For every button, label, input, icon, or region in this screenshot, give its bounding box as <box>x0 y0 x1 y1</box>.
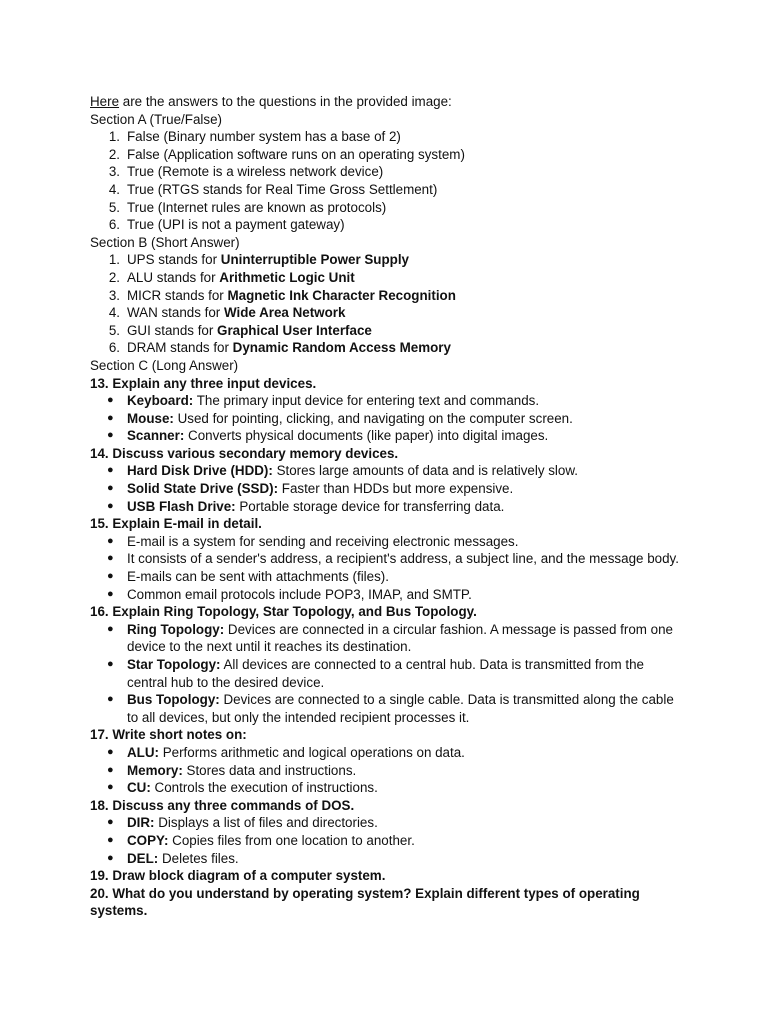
document-page <box>90 93 680 920</box>
bullet-icon: ● <box>107 693 114 706</box>
bullet-icon: ● <box>107 482 114 495</box>
section-a-list <box>90 128 680 234</box>
bullet-icon: ● <box>107 745 114 758</box>
bullet-icon: ● <box>107 429 114 442</box>
list-item: ● Ring Topology: Devices are connected in a circular fashion. A message is passed from one device to the next until it reaches its destination. <box>107 621 674 655</box>
list-item: 2. ALU stands for Arithmetic Logic Unit <box>108 269 355 285</box>
list-item: ● Bus Topology: Devices are connected to a single cable. Data is transmitted along the cable to all devices, but only the intended recipient processes it. <box>107 692 674 725</box>
list-item: ● DEL: Deletes files. <box>107 850 239 866</box>
list-item: ● DIR: Displays a list of files and directories. <box>107 815 378 831</box>
bullet-icon: ● <box>107 781 114 794</box>
list-item: ● Common email protocols include POP3, IMAP, and SMTP. <box>107 586 472 602</box>
bullet-icon: ● <box>107 394 114 407</box>
list-item: ● Memory: Stores data and instructions. <box>107 762 357 778</box>
bullet-icon: ● <box>107 552 114 565</box>
list-item: 1. UPS stands for Uninterruptible Power Supply <box>108 252 410 268</box>
list-item: 3. MICR stands for Magnetic Ink Character Recognition <box>108 287 456 303</box>
list-item: 1. False (Binary number system has a base of 2) <box>108 129 401 145</box>
question-16-list <box>90 621 680 727</box>
list-item: ● COPY: Copies files from one location to another. <box>107 832 415 848</box>
question-13-title: 13. Explain any three input devices. <box>90 375 317 391</box>
list-item: ● Scanner: Converts physical documents (like paper) into digital images. <box>107 428 549 444</box>
bullet-icon: ● <box>107 411 114 424</box>
list-item: 2. False (Application software runs on an operating system) <box>108 146 465 162</box>
bullet-icon: ● <box>107 464 114 477</box>
question-20-title: 20. What do you understand by operating system? Explain different types of operating systems. <box>90 885 640 919</box>
section-a-heading: Section A (True/False) <box>90 111 222 127</box>
section-b-list <box>90 251 680 357</box>
list-item: 5. True (Internet rules are known as protocols) <box>108 199 387 215</box>
list-item: ● Solid State Drive (SSD): Faster than HDDs but more expensive. <box>107 481 514 497</box>
intro-line: Here are the answers to the questions in the provided image: <box>90 94 452 109</box>
bullet-icon: ● <box>107 587 114 600</box>
bullet-icon: ● <box>107 534 114 547</box>
question-18-list <box>90 814 680 867</box>
bullet-icon: ● <box>107 622 114 635</box>
list-item: 4. True (RTGS stands for Real Time Gross Settlement) <box>108 181 438 197</box>
list-item: ● CU: Controls the execution of instructions. <box>107 780 378 796</box>
section-c-heading: Section C (Long Answer) <box>90 357 239 373</box>
question-14-title: 14. Discuss various secondary memory devices. <box>90 445 399 461</box>
question-18-title: 18. Discuss any three commands of DOS. <box>90 797 355 813</box>
question-19-title: 19. Draw block diagram of a computer system. <box>90 868 386 884</box>
list-item: 4. WAN stands for Wide Area Network <box>108 305 346 321</box>
list-item: ● It consists of a sender's address, a recipient's address, a subject line, and the message body. <box>107 551 679 567</box>
question-16-title: 16. Explain Ring Topology, Star Topology, and Bus Topology. <box>90 604 477 620</box>
list-item: ● ALU: Performs arithmetic and logical operations on data. <box>107 744 465 760</box>
question-14-list <box>90 462 680 515</box>
question-17-title: 17. Write short notes on: <box>90 727 247 743</box>
list-item: ● E-mail is a system for sending and receiving electronic messages. <box>107 533 519 549</box>
list-item: ● E-mails can be sent with attachments (files). <box>107 569 389 585</box>
question-13-list <box>90 392 680 445</box>
question-15-title: 15. Explain E-mail in detail. <box>90 516 262 532</box>
bullet-icon: ● <box>107 499 114 512</box>
bullet-icon: ● <box>107 816 114 829</box>
list-item: ● Mouse: Used for pointing, clicking, and navigating on the computer screen. <box>107 410 573 426</box>
bullet-icon: ● <box>107 570 114 583</box>
bullet-icon: ● <box>107 851 114 864</box>
bullet-icon: ● <box>107 658 114 670</box>
here-link[interactable]: Here <box>90 94 120 109</box>
list-item: ● Star Topology: All devices are connected to a central hub. Data is transmitted from the central hub to the desired device. <box>107 657 644 690</box>
list-item: ● USB Flash Drive: Portable storage device for transferring data. <box>107 498 505 514</box>
list-item: 6. True (UPI is not a payment gateway) <box>108 217 345 233</box>
list-item: ● Keyboard: The primary input device for entering text and commands. <box>107 393 540 409</box>
list-item: 3. True (Remote is a wireless network device) <box>108 164 384 180</box>
bullet-icon: ● <box>107 763 114 776</box>
list-item: 5. GUI stands for Graphical User Interface <box>108 322 372 338</box>
list-item: 6. DRAM stands for Dynamic Random Access Memory <box>108 340 451 356</box>
bullet-icon: ● <box>107 833 114 846</box>
section-b-heading: Section B (Short Answer) <box>90 234 240 250</box>
list-item: ● Hard Disk Drive (HDD): Stores large amounts of data and is relatively slow. <box>107 463 579 479</box>
question-15-list <box>90 533 680 603</box>
question-17-list <box>90 744 680 797</box>
